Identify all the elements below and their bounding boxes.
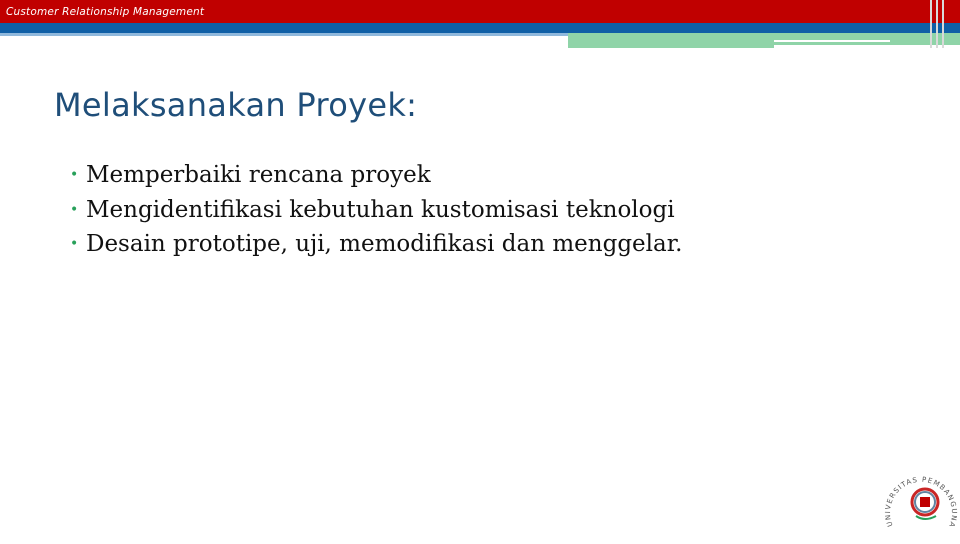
- slide-title: Melaksanakan Proyek:: [54, 86, 418, 124]
- header-stripe-light-blue: [0, 33, 568, 36]
- bullet-list: [70, 158, 683, 262]
- header-title: Customer Relationship Management: [6, 6, 205, 18]
- university-seal-icon: [876, 466, 960, 540]
- header-edge-lines: [928, 0, 960, 48]
- seal-text: UNIVERSITAS PEMBANGUNA: [883, 475, 959, 530]
- bullet-dot-icon: •: [70, 201, 79, 218]
- header-stripe-green: [568, 33, 960, 45]
- bullet-dot-icon: •: [70, 236, 79, 252]
- header-stripe-green-line: [568, 45, 774, 48]
- bullet-text: Desain prototipe, uji, memodifikasi dan menggelar.: [86, 231, 683, 257]
- bullet-dot-icon: •: [70, 167, 79, 183]
- header-bar: [0, 0, 960, 23]
- bullet-text: Memperbaiki rencana proyek: [86, 162, 431, 188]
- header-stripe-blue: [0, 23, 960, 33]
- bullet-item: [70, 193, 683, 228]
- bullet-text: Mengidentifikasi kebutuhan kustomisasi teknologi: [86, 196, 675, 223]
- header-stripe-gap: [774, 40, 890, 42]
- bullet-item: [70, 227, 683, 262]
- bullet-item: [70, 158, 683, 193]
